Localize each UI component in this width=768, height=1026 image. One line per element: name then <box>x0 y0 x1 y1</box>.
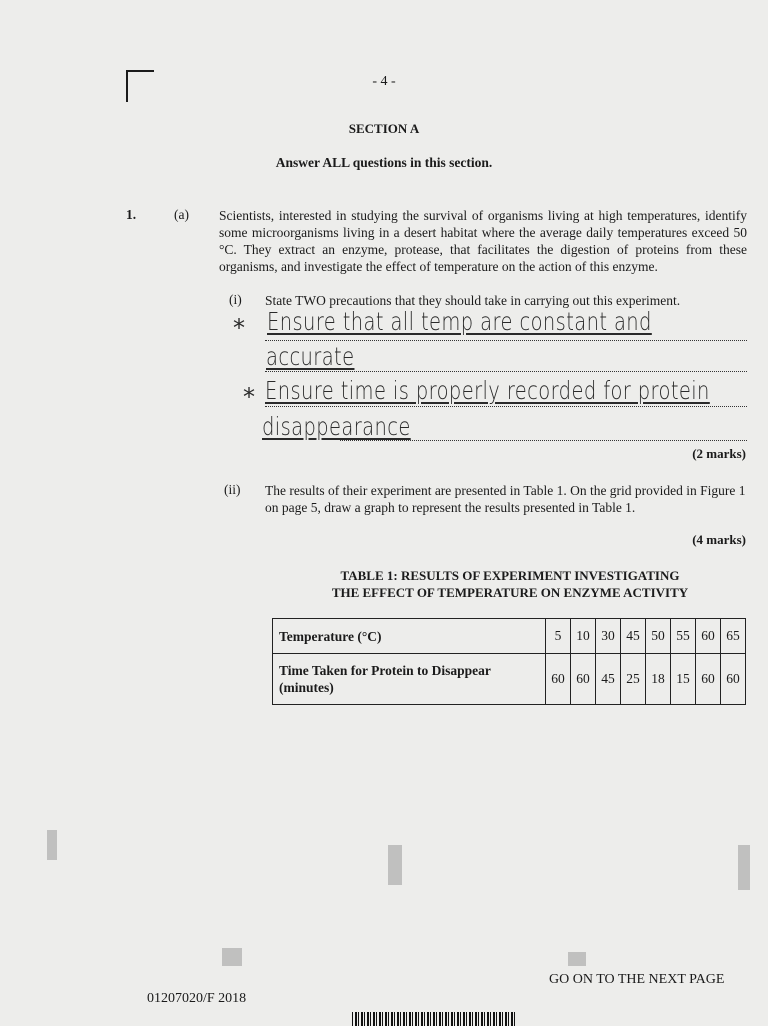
time-cell: 45 <box>596 654 621 705</box>
page-number: - 4 - <box>372 74 396 89</box>
section-title: SECTION A <box>348 121 420 136</box>
time-cell: 60 <box>546 654 571 705</box>
temperature-cell: 45 <box>621 619 646 654</box>
time-cell: 60 <box>696 654 721 705</box>
table-row <box>273 654 746 705</box>
scan-artifact <box>388 845 402 885</box>
temperature-cell: 50 <box>646 619 671 654</box>
time-cell: 25 <box>621 654 646 705</box>
temperature-cell: 10 <box>571 619 596 654</box>
answer-line-2[interactable] <box>265 371 747 372</box>
time-cell: 60 <box>571 654 596 705</box>
answer-line-3[interactable] <box>265 406 747 407</box>
question-number: 1. <box>126 207 137 222</box>
question-part: (a) <box>174 207 189 222</box>
subquestion-i-number: (i) <box>229 292 242 307</box>
subquestion-ii-text: The results of their experiment are presented in Table 1. On the grid provided in Figure 1 on page 5, draw a graph to represent the results presented in Table 1. <box>265 483 746 515</box>
temperature-cell: 5 <box>546 619 571 654</box>
time-header-cell: Time Taken for Protein to Disappear (minutes) <box>273 654 546 705</box>
handwritten-answer-line-3: Ensure time is properly recorded for protein <box>265 376 710 405</box>
answer-bullet-1: * <box>233 314 245 342</box>
temperature-cell: 60 <box>696 619 721 654</box>
marks-ii: (4 marks) <box>692 532 746 547</box>
handwritten-answer-line-4: disappearance <box>262 412 411 441</box>
time-cell: 15 <box>671 654 696 705</box>
scan-artifact <box>47 830 57 860</box>
time-cell: 60 <box>721 654 746 705</box>
scan-artifact <box>738 845 750 890</box>
time-cell: 18 <box>646 654 671 705</box>
subquestion-ii-number: (ii) <box>224 482 241 497</box>
marks-i: (2 marks) <box>692 446 746 461</box>
table-row <box>273 619 746 654</box>
scan-artifact <box>568 952 586 966</box>
answer-line-1[interactable] <box>265 340 747 341</box>
table-title-line-2: THE EFFECT OF TEMPERATURE ON ENZYME ACTIVITY <box>331 585 689 600</box>
answer-bullet-2: * <box>243 383 255 411</box>
temperature-cell: 65 <box>721 619 746 654</box>
temperature-header-cell: Temperature (°C) <box>273 619 546 654</box>
table-title-line-1: TABLE 1: RESULTS OF EXPERIMENT INVESTIGATING <box>340 568 680 583</box>
question-text: Scientists, interested in studying the survival of organisms living at high temperatures, identify some microorganisms living in a desert habitat where the average daily temperatures exceed 50 °C. They extract an enzyme, protease, that facilitates the digestion of proteins from these organisms, and investigate the effect of temperature on the action of this enzyme. <box>219 208 747 274</box>
temperature-cell: 55 <box>671 619 696 654</box>
handwritten-answer-line-1: Ensure that all temp are constant and <box>267 307 652 336</box>
results-table <box>272 618 746 705</box>
go-on-next-page: GO ON TO THE NEXT PAGE <box>549 972 725 987</box>
handwritten-answer-line-2: accurate <box>266 342 355 371</box>
temperature-cell: 30 <box>596 619 621 654</box>
subquestion-i-text: State TWO precautions that they should take in carrying out this experiment. <box>265 293 681 308</box>
section-instruction: Answer ALL questions in this section. <box>275 155 493 170</box>
paper-code: 01207020/F 2018 <box>147 991 247 1006</box>
scan-artifact <box>222 948 242 966</box>
